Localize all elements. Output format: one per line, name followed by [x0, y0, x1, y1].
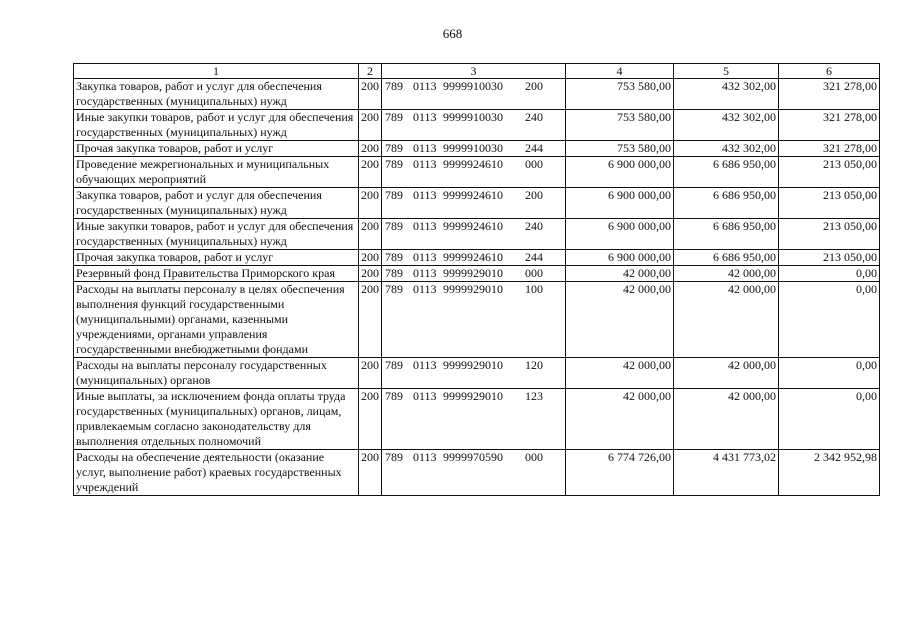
expense-type-code: 000	[525, 157, 543, 171]
code-2-cell: 200	[359, 79, 382, 110]
amount-col-4: 6 900 000,00	[566, 219, 674, 250]
code-2-cell: 200	[359, 188, 382, 219]
amount-col-6: 213 050,00	[779, 250, 880, 266]
target-article-code: 9999924610	[443, 250, 503, 264]
amount-col-6: 0,00	[779, 358, 880, 389]
target-article-code: 9999929010	[443, 358, 503, 372]
expense-type-code: 123	[525, 389, 543, 403]
column-header: 4	[566, 64, 674, 79]
expense-name-cell: Закупка товаров, работ и услуг для обеспечения государственных (муниципальных) нужд	[74, 188, 359, 219]
amount-col-6: 0,00	[779, 389, 880, 450]
code-2-cell: 200	[359, 219, 382, 250]
target-article-code: 9999924610	[443, 157, 503, 171]
expense-name-cell: Расходы на обеспечение деятельности (оказание услуг, выполнение работ) краевых государственных учреждений	[74, 450, 359, 496]
code-2-cell: 200	[359, 358, 382, 389]
amount-col-6: 213 050,00	[779, 188, 880, 219]
expense-type-code: 244	[525, 250, 543, 264]
expense-name-cell: Резервный фонд Правительства Приморского края	[74, 266, 359, 282]
expense-type-code: 244	[525, 141, 543, 155]
classification-code-cell	[382, 110, 566, 141]
amount-col-5: 4 431 773,02	[674, 450, 779, 496]
amount-col-6: 0,00	[779, 282, 880, 358]
code-2-cell: 200	[359, 266, 382, 282]
budget-table	[73, 63, 880, 496]
ministry-code: 789	[385, 450, 403, 464]
ministry-code: 789	[385, 188, 403, 202]
header-row	[74, 64, 880, 79]
table-row	[74, 188, 880, 219]
ministry-code: 789	[385, 358, 403, 372]
amount-col-4: 753 580,00	[566, 79, 674, 110]
expense-type-code: 200	[525, 188, 543, 202]
amount-col-4: 6 900 000,00	[566, 250, 674, 266]
ministry-code: 789	[385, 157, 403, 171]
amount-col-5: 6 686 950,00	[674, 157, 779, 188]
code-2-cell: 200	[359, 110, 382, 141]
amount-col-6: 321 278,00	[779, 141, 880, 157]
amount-col-4: 753 580,00	[566, 110, 674, 141]
expense-name-cell: Закупка товаров, работ и услуг для обеспечения государственных (муниципальных) нужд	[74, 79, 359, 110]
code-2-cell: 200	[359, 282, 382, 358]
amount-col-6: 0,00	[779, 266, 880, 282]
expense-name-cell: Проведение межрегиональных и муниципальных обучающих мероприятий	[74, 157, 359, 188]
expense-type-code: 120	[525, 358, 543, 372]
table-row	[74, 79, 880, 110]
section-code: 0113	[413, 358, 437, 372]
amount-col-6: 213 050,00	[779, 157, 880, 188]
expense-type-code: 200	[525, 79, 543, 93]
amount-col-6: 321 278,00	[779, 79, 880, 110]
amount-col-4: 6 774 726,00	[566, 450, 674, 496]
classification-code-cell	[382, 157, 566, 188]
code-2-cell: 200	[359, 157, 382, 188]
expense-type-code: 240	[525, 219, 543, 233]
amount-col-6: 2 342 952,98	[779, 450, 880, 496]
section-code: 0113	[413, 188, 437, 202]
target-article-code: 9999929010	[443, 282, 503, 296]
table-row	[74, 250, 880, 266]
amount-col-4: 42 000,00	[566, 266, 674, 282]
amount-col-4: 753 580,00	[566, 141, 674, 157]
amount-col-5: 432 302,00	[674, 110, 779, 141]
expense-name-cell: Прочая закупка товаров, работ и услуг	[74, 250, 359, 266]
classification-code-cell	[382, 358, 566, 389]
table-row	[74, 450, 880, 496]
target-article-code: 9999910030	[443, 141, 503, 155]
classification-code-cell	[382, 219, 566, 250]
expense-type-code: 100	[525, 282, 543, 296]
expense-type-code: 000	[525, 450, 543, 464]
amount-col-5: 6 686 950,00	[674, 188, 779, 219]
amount-col-5: 6 686 950,00	[674, 219, 779, 250]
code-2-cell: 200	[359, 250, 382, 266]
ministry-code: 789	[385, 266, 403, 280]
target-article-code: 9999970590	[443, 450, 503, 464]
amount-col-4: 42 000,00	[566, 389, 674, 450]
code-2-cell: 200	[359, 389, 382, 450]
table-row	[74, 219, 880, 250]
page-number: 668	[442, 26, 463, 41]
ministry-code: 789	[385, 110, 403, 124]
section-code: 0113	[413, 250, 437, 264]
classification-code-cell	[382, 282, 566, 358]
section-code: 0113	[413, 266, 437, 280]
expense-type-code: 000	[525, 266, 543, 280]
amount-col-6: 321 278,00	[779, 110, 880, 141]
table-row	[74, 141, 880, 157]
amount-col-6: 213 050,00	[779, 219, 880, 250]
classification-code-cell	[382, 266, 566, 282]
target-article-code: 9999910030	[443, 79, 503, 93]
table-row	[74, 358, 880, 389]
column-header: 6	[779, 64, 880, 79]
amount-col-5: 6 686 950,00	[674, 250, 779, 266]
section-code: 0113	[413, 79, 437, 93]
section-code: 0113	[413, 219, 437, 233]
classification-code-cell	[382, 79, 566, 110]
ministry-code: 789	[385, 389, 403, 403]
column-header: 1	[74, 64, 359, 79]
amount-col-4: 42 000,00	[566, 358, 674, 389]
column-header: 3	[382, 64, 566, 79]
ministry-code: 789	[385, 282, 403, 296]
table-row	[74, 157, 880, 188]
amount-col-5: 42 000,00	[674, 282, 779, 358]
expense-name-cell: Расходы на выплаты персоналу государственных (муниципальных) органов	[74, 358, 359, 389]
section-code: 0113	[413, 141, 437, 155]
section-code: 0113	[413, 450, 437, 464]
amount-col-4: 6 900 000,00	[566, 188, 674, 219]
amount-col-5: 42 000,00	[674, 389, 779, 450]
code-2-cell: 200	[359, 141, 382, 157]
classification-code-cell	[382, 141, 566, 157]
expense-name-cell: Расходы на выплаты персоналу в целях обеспечения выполнения функций государственными (муниципальными) органами, казенными учреждениями, органами управления государственными внебюджетными фондами	[74, 282, 359, 358]
amount-col-4: 42 000,00	[566, 282, 674, 358]
section-code: 0113	[413, 389, 437, 403]
classification-code-cell	[382, 188, 566, 219]
classification-code-cell	[382, 250, 566, 266]
target-article-code: 9999924610	[443, 219, 503, 233]
classification-code-cell	[382, 450, 566, 496]
ministry-code: 789	[385, 141, 403, 155]
code-2-cell: 200	[359, 450, 382, 496]
amount-col-5: 432 302,00	[674, 141, 779, 157]
target-article-code: 9999929010	[443, 389, 503, 403]
target-article-code: 9999929010	[443, 266, 503, 280]
table-row	[74, 389, 880, 450]
classification-code-cell	[382, 389, 566, 450]
table-row	[74, 110, 880, 141]
ministry-code: 789	[385, 79, 403, 93]
amount-col-5: 42 000,00	[674, 358, 779, 389]
section-code: 0113	[413, 282, 437, 296]
expense-type-code: 240	[525, 110, 543, 124]
section-code: 0113	[413, 110, 437, 124]
target-article-code: 9999924610	[443, 188, 503, 202]
column-header: 5	[674, 64, 779, 79]
ministry-code: 789	[385, 250, 403, 264]
amount-col-5: 42 000,00	[674, 266, 779, 282]
expense-name-cell: Иные закупки товаров, работ и услуг для обеспечения государственных (муниципальных) нужд	[74, 219, 359, 250]
amount-col-5: 432 302,00	[674, 79, 779, 110]
expense-name-cell: Иные выплаты, за исключением фонда оплаты труда государственных (муниципальных) органов, лицам, привлекаемым согласно законодательству для выполнения отдельных полномочий	[74, 389, 359, 450]
ministry-code: 789	[385, 219, 403, 233]
amount-col-4: 6 900 000,00	[566, 157, 674, 188]
expense-name-cell: Прочая закупка товаров, работ и услуг	[74, 141, 359, 157]
table-row	[74, 282, 880, 358]
expense-name-cell: Иные закупки товаров, работ и услуг для обеспечения государственных (муниципальных) нужд	[74, 110, 359, 141]
section-code: 0113	[413, 157, 437, 171]
table-row	[74, 266, 880, 282]
target-article-code: 9999910030	[443, 110, 503, 124]
column-header: 2	[359, 64, 382, 79]
